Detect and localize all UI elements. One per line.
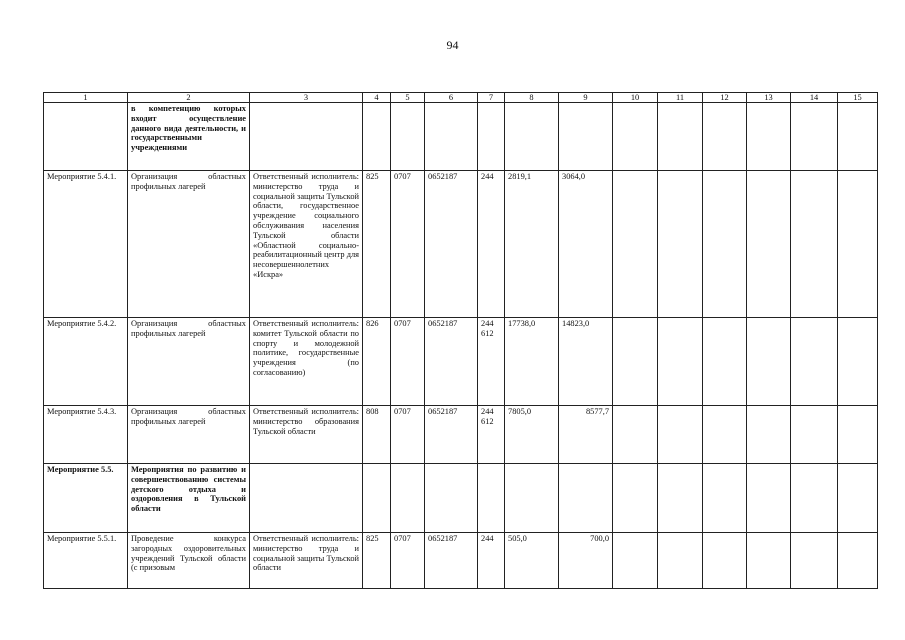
expense-type-cell: 244 xyxy=(478,533,505,589)
amount-col8-cell xyxy=(505,103,559,171)
column-number-cell: 2 xyxy=(128,93,250,103)
table-row-measure-5-5 xyxy=(44,464,878,533)
table-row-measure-5-4-3 xyxy=(44,406,878,464)
empty-cell xyxy=(658,533,703,589)
target-code-cell: 0652187 xyxy=(425,406,478,464)
expense-type-cell: 244 612 xyxy=(478,406,505,464)
target-code-cell: 0652187 xyxy=(425,318,478,406)
amount-col8-cell: 505,0 xyxy=(505,533,559,589)
empty-cell xyxy=(838,171,878,318)
target-code-cell xyxy=(425,464,478,533)
empty-cell xyxy=(703,318,747,406)
empty-cell xyxy=(703,171,747,318)
expense-type-cell: 244 xyxy=(478,171,505,318)
target-code-cell xyxy=(425,103,478,171)
measure-name-cell: Мероприятия по развитию и совершенствованию системы детского отдыха и оздоровления в Тульской области xyxy=(128,464,250,533)
empty-cell xyxy=(747,318,791,406)
empty-cell xyxy=(658,103,703,171)
empty-cell xyxy=(613,406,658,464)
measure-name-cell: Организация областных профильных лагерей xyxy=(128,171,250,318)
table-row-continuation xyxy=(44,103,878,171)
column-number-cell: 9 xyxy=(559,93,613,103)
measure-name-cell: в компетенцию которых входит осуществление данного вида деятельности, и государственными учреждениями xyxy=(128,103,250,171)
empty-cell xyxy=(838,103,878,171)
measure-id-cell: Мероприятие 5.5. xyxy=(44,464,128,533)
empty-cell xyxy=(658,318,703,406)
empty-cell xyxy=(791,318,838,406)
empty-cell xyxy=(791,171,838,318)
target-code-cell: 0652187 xyxy=(425,533,478,589)
amount-col8-cell xyxy=(505,464,559,533)
empty-cell xyxy=(838,464,878,533)
measure-name-cell: Организация областных профильных лагерей xyxy=(128,318,250,406)
column-number-cell: 4 xyxy=(363,93,391,103)
amount-col9-cell: 8577,7 xyxy=(559,406,613,464)
empty-cell xyxy=(791,406,838,464)
measure-name-cell: Организация областных профильных лагерей xyxy=(128,406,250,464)
column-number-cell: 3 xyxy=(250,93,363,103)
empty-cell xyxy=(747,171,791,318)
executor-cell: Ответственный исполнитель: министерство образования Тульской области xyxy=(250,406,363,464)
section-code-cell: 0707 xyxy=(391,406,425,464)
measure-id-cell xyxy=(44,103,128,171)
table-row-measure-5-4-2 xyxy=(44,318,878,406)
empty-cell xyxy=(747,533,791,589)
section-code-cell xyxy=(391,103,425,171)
ministry-code-cell: 825 xyxy=(363,171,391,318)
ministry-code-cell xyxy=(363,464,391,533)
page-number: 94 xyxy=(446,38,459,52)
amount-col8-cell: 2819,1 xyxy=(505,171,559,318)
empty-cell xyxy=(658,171,703,318)
empty-cell xyxy=(658,464,703,533)
executor-cell: Ответственный исполнитель: комитет Тульской области по спорту и молодежной политике, государственные учреждения (по согласованию) xyxy=(250,318,363,406)
amount-col9-cell: 14823,0 xyxy=(559,318,613,406)
ministry-code-cell: 825 xyxy=(363,533,391,589)
empty-cell xyxy=(791,103,838,171)
expense-type-cell: 244 612 xyxy=(478,318,505,406)
empty-cell xyxy=(838,406,878,464)
column-number-row xyxy=(44,93,878,103)
column-number-cell: 10 xyxy=(613,93,658,103)
amount-col8-cell: 7805,0 xyxy=(505,406,559,464)
column-number-cell: 14 xyxy=(791,93,838,103)
empty-cell xyxy=(838,533,878,589)
amount-col9-cell xyxy=(559,103,613,171)
amount-col9-cell xyxy=(559,464,613,533)
column-number-cell: 15 xyxy=(838,93,878,103)
measure-id-cell: Мероприятие 5.4.3. xyxy=(44,406,128,464)
column-number-cell: 1 xyxy=(44,93,128,103)
empty-cell xyxy=(747,406,791,464)
section-code-cell: 0707 xyxy=(391,533,425,589)
section-code-cell: 0707 xyxy=(391,171,425,318)
section-code-cell xyxy=(391,464,425,533)
measure-id-cell: Мероприятие 5.4.1. xyxy=(44,171,128,318)
column-number-cell: 7 xyxy=(478,93,505,103)
empty-cell xyxy=(613,103,658,171)
column-number-cell: 13 xyxy=(747,93,791,103)
table-row-measure-5-4-1 xyxy=(44,171,878,318)
expense-type-cell xyxy=(478,103,505,171)
empty-cell xyxy=(747,103,791,171)
ministry-code-cell: 808 xyxy=(363,406,391,464)
empty-cell xyxy=(613,171,658,318)
column-number-cell: 6 xyxy=(425,93,478,103)
expense-type-cell xyxy=(478,464,505,533)
column-number-cell: 5 xyxy=(391,93,425,103)
table-row-measure-5-5-1 xyxy=(44,533,878,589)
empty-cell xyxy=(703,406,747,464)
empty-cell xyxy=(613,533,658,589)
measure-id-cell: Мероприятие 5.4.2. xyxy=(44,318,128,406)
executor-cell: Ответственный исполнитель: министерство труда и социальной защиты Тульской области xyxy=(250,533,363,589)
budget-table xyxy=(43,92,878,589)
target-code-cell: 0652187 xyxy=(425,171,478,318)
measure-name-cell: Проведение конкурса загородных оздоровительных учреждений Тульской области (с призовым xyxy=(128,533,250,589)
amount-col9-cell: 700,0 xyxy=(559,533,613,589)
empty-cell xyxy=(613,318,658,406)
empty-cell xyxy=(703,533,747,589)
empty-cell xyxy=(838,318,878,406)
empty-cell xyxy=(747,464,791,533)
empty-cell xyxy=(791,533,838,589)
empty-cell xyxy=(791,464,838,533)
amount-col9-cell: 3064,0 xyxy=(559,171,613,318)
executor-cell xyxy=(250,464,363,533)
column-number-cell: 11 xyxy=(658,93,703,103)
column-number-cell: 8 xyxy=(505,93,559,103)
executor-cell: Ответственный исполнитель: министерство труда и социальной защиты Тульской области, государственное учреждение социального обслуживания населения Тульской области «Областной социально-реабилитационный центр для несовершеннолетних «Искра» xyxy=(250,171,363,318)
executor-cell xyxy=(250,103,363,171)
empty-cell xyxy=(703,464,747,533)
measure-id-cell: Мероприятие 5.5.1. xyxy=(44,533,128,589)
ministry-code-cell xyxy=(363,103,391,171)
empty-cell xyxy=(703,103,747,171)
column-number-cell: 12 xyxy=(703,93,747,103)
empty-cell xyxy=(658,406,703,464)
empty-cell xyxy=(613,464,658,533)
ministry-code-cell: 826 xyxy=(363,318,391,406)
section-code-cell: 0707 xyxy=(391,318,425,406)
amount-col8-cell: 17738,0 xyxy=(505,318,559,406)
